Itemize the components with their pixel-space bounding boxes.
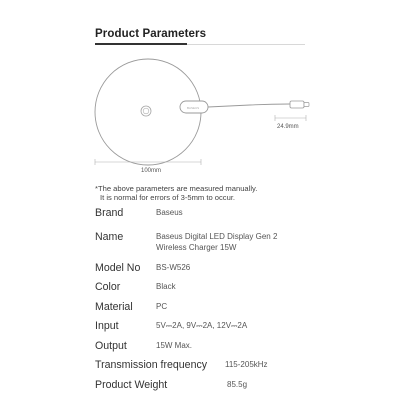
width-dimension-label: 100mm [141,168,162,174]
param-value: PC [156,302,168,311]
param-label: Model No [95,262,141,274]
height-dimension-label: 24.9mm [277,124,299,130]
param-value-line-2: Wireless Charger 15W [156,242,237,252]
usb-plug [290,101,304,108]
param-label: Product Weight [95,379,168,391]
center-indicator-inner [143,108,149,114]
section-title: Product Parameters [95,28,207,40]
param-label: Output [95,340,127,352]
param-value: 85.5g [227,380,248,389]
param-label: Material [95,301,133,313]
note-line-2: It is normal for errors of 3-5mm to occur. [100,193,236,202]
param-label: Name [95,231,124,243]
param-value: 115-205kHz [225,360,268,369]
param-value: Baseus [156,208,183,217]
param-value-line-1: Baseus Digital LED Display Gen 2 [156,232,278,241]
center-indicator [141,106,151,116]
cable-label: BASEUS [187,106,200,110]
measurement-note [95,184,257,202]
param-value: Black [156,282,176,291]
param-label: Input [95,320,119,332]
param-label: Brand [95,207,124,219]
param-label: Transmission frequency [95,359,208,371]
param-value [156,232,277,253]
param-value: 5V⎓2A, 9V⎓2A, 12V⎓2A [156,321,248,330]
param-value: 15W Max. [156,341,193,350]
param-label: Color [95,281,121,293]
cable [208,104,290,107]
usb-plug-tip [304,103,309,107]
param-value: BS-W526 [156,263,191,272]
note-line-1: *The above parameters are measured manually. [95,184,258,193]
